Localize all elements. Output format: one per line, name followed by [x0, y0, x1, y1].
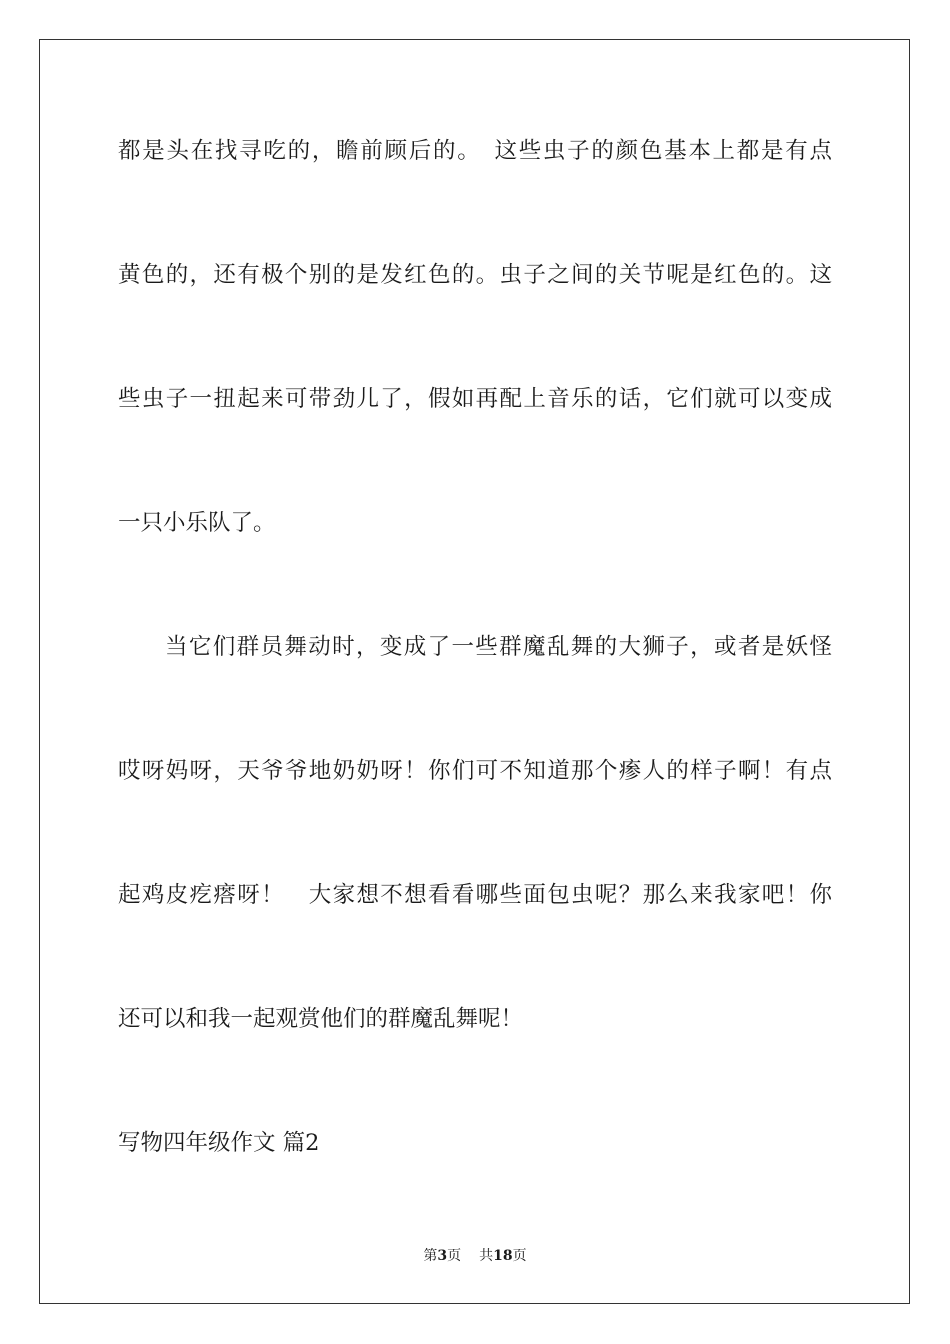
paragraph-line-5: 当它们群员舞动时，变成了一些群魔乱舞的大狮子，或者是妖怪	[165, 634, 832, 660]
paragraph-line-7: 起鸡皮疙瘩呀！ 大家想不想看看哪些面包虫呢？那么来我家吧！你	[118, 882, 832, 908]
paragraph-line-2: 黄色的，还有极个别的是发红色的。虫子之间的关节呢是红色的。这	[118, 262, 832, 288]
paragraph-line-8: 还可以和我一起观赏他们的群魔乱舞呢！	[118, 1006, 524, 1032]
footer-total-prefix: 共	[479, 1248, 494, 1264]
section-heading: 写物四年级作文 篇2	[118, 1130, 320, 1156]
footer-total-pages: 18	[493, 1248, 513, 1264]
footer-total-suffix: 页	[512, 1248, 527, 1264]
footer-page-prefix: 第	[423, 1248, 438, 1264]
paragraph-line-6: 哎呀妈呀，天爷爷地奶奶呀！你们可不知道那个瘆人的样子啊！有点	[118, 758, 832, 784]
page-footer	[0, 1246, 950, 1266]
paragraph-line-3: 些虫子一扭起来可带劲儿了，假如再配上音乐的话，它们就可以变成	[118, 386, 832, 412]
footer-current-page: 3	[437, 1248, 448, 1264]
paragraph-line-4: 一只小乐队了。	[118, 510, 276, 536]
page-border	[39, 39, 910, 1304]
paragraph-line-1: 都是头在找寻吃的，瞻前顾后的。 这些虫子的颜色基本上都是有点	[118, 138, 832, 164]
footer-page-suffix: 页	[447, 1248, 462, 1264]
